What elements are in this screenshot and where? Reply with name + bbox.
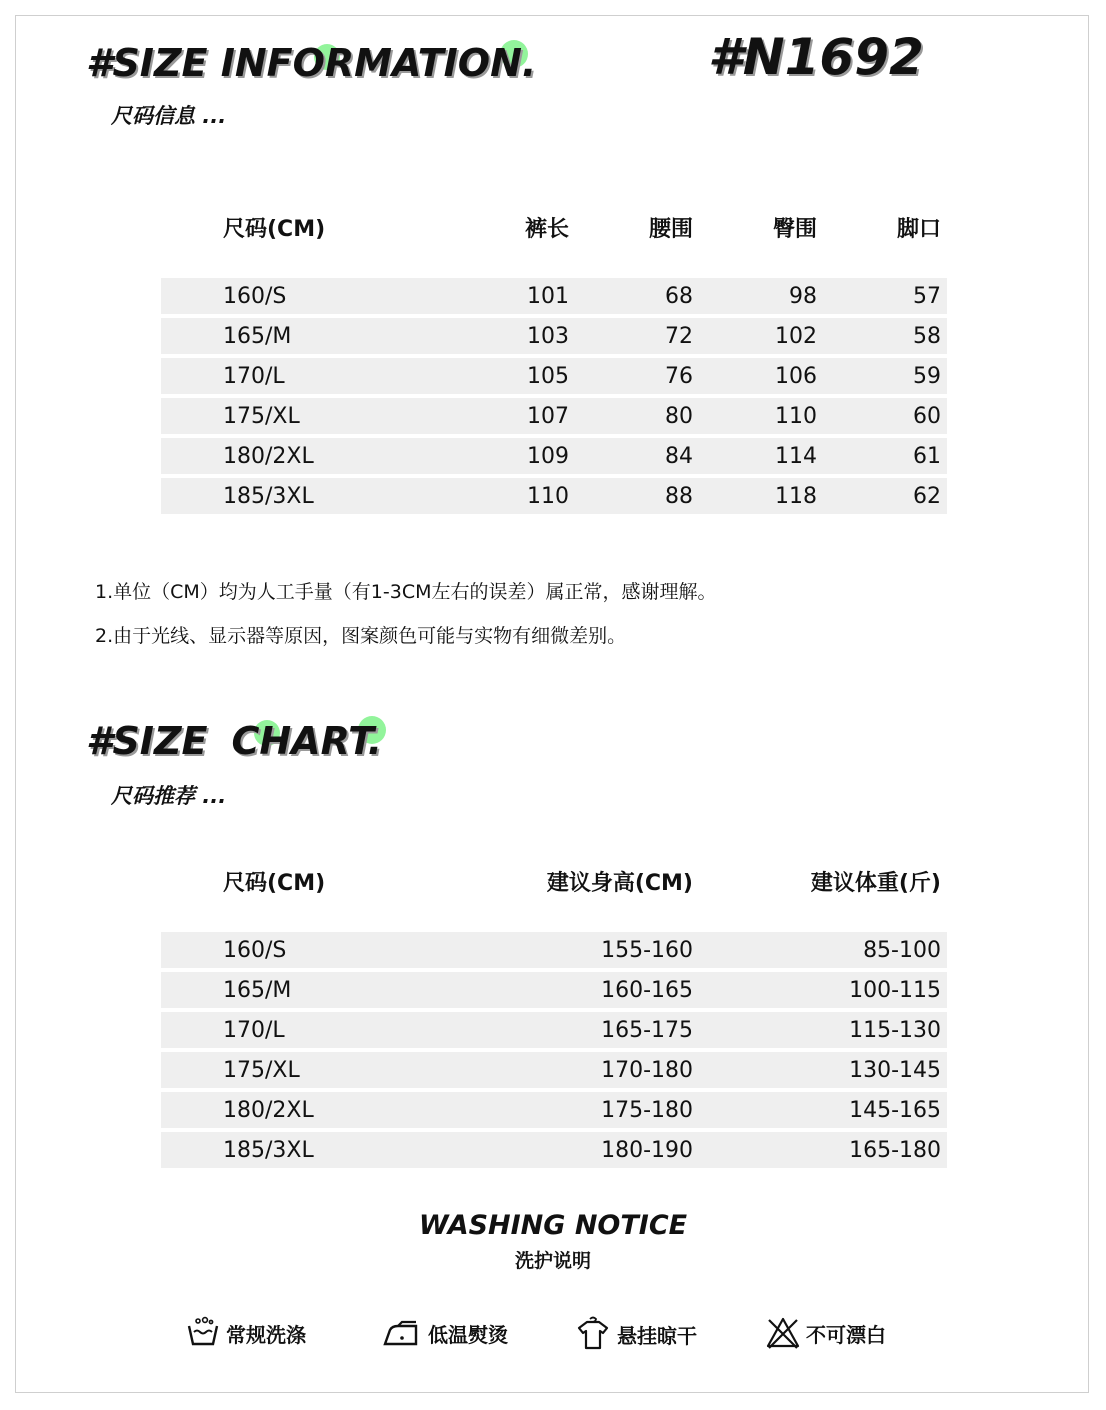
size-chart-title: #SIZE CHART. (86, 719, 383, 763)
care-item-wash (186, 1316, 306, 1350)
hang-dry-icon (575, 1316, 611, 1352)
header-leg-opening: 脚口 (896, 217, 941, 242)
washing-notice-title: WASHING NOTICE (418, 1210, 688, 1241)
care-item-iron (382, 1316, 508, 1350)
wash-tub-icon (186, 1316, 220, 1350)
table-row (161, 932, 947, 968)
cell-size: 185/3XL (223, 1138, 314, 1163)
size-chart-subtitle: 尺码推荐 ... (111, 784, 227, 808)
cell-leg-opening: 61 (913, 444, 941, 469)
cell-waist: 80 (665, 404, 693, 429)
note-item: 2.由于光线、显示器等原因，图案颜色可能与实物有细微差别。 (95, 625, 627, 647)
size-chart-table (161, 864, 947, 1172)
cell-size: 180/2XL (223, 1098, 314, 1123)
cell-waist: 76 (665, 364, 693, 389)
cell-weight: 130-145 (849, 1058, 941, 1083)
care-label: 不可漂白 (806, 1322, 886, 1347)
header-size: 尺码(CM) (223, 217, 326, 242)
table-row (161, 1012, 947, 1048)
cell-height: 175-180 (601, 1098, 693, 1123)
cell-length: 103 (527, 324, 569, 349)
cell-leg-opening: 59 (913, 364, 941, 389)
table-row (161, 358, 947, 394)
table-header (161, 210, 947, 250)
header-size: 尺码(CM) (223, 871, 326, 896)
cell-length: 105 (527, 364, 569, 389)
cell-length: 101 (527, 284, 569, 309)
cell-waist: 68 (665, 284, 693, 309)
cell-height: 160-165 (601, 978, 693, 1003)
product-code: #N1692 (708, 28, 924, 86)
cell-size: 170/L (223, 364, 285, 389)
cell-height: 165-175 (601, 1018, 693, 1043)
cell-hip: 110 (775, 404, 817, 429)
note-item: 1.单位（CM）均为人工手量（有1-3CM左右的误差）属正常，感谢理解。 (95, 581, 717, 603)
table-header (161, 864, 947, 904)
cell-hip: 102 (775, 324, 817, 349)
care-label: 低温熨烫 (428, 1322, 508, 1347)
table-row (161, 1052, 947, 1088)
size-information-subtitle: 尺码信息 ... (111, 104, 227, 128)
table-row (161, 278, 947, 314)
table-row (161, 398, 947, 434)
table-row (161, 438, 947, 474)
header-hip: 臀围 (772, 217, 817, 242)
table-row (161, 972, 947, 1008)
cell-size: 165/M (223, 978, 292, 1003)
cell-hip: 98 (789, 284, 817, 309)
cell-size: 185/3XL (223, 484, 314, 509)
cell-waist: 72 (665, 324, 693, 349)
cell-length: 109 (527, 444, 569, 469)
no-bleach-icon (766, 1316, 800, 1350)
care-label: 悬挂晾干 (617, 1323, 697, 1348)
cell-leg-opening: 58 (913, 324, 941, 349)
cell-leg-opening: 60 (913, 404, 941, 429)
washing-notice-subtitle: 洗护说明 (514, 1250, 591, 1272)
cell-hip: 118 (775, 484, 817, 509)
table-row (161, 1092, 947, 1128)
size-information-table (161, 210, 947, 518)
cell-length: 110 (527, 484, 569, 509)
care-item-no-bleach (766, 1316, 886, 1350)
cell-weight: 165-180 (849, 1138, 941, 1163)
cell-weight: 145-165 (849, 1098, 941, 1123)
header-length: 裤长 (524, 217, 569, 242)
cell-size: 175/XL (223, 404, 300, 429)
header-height: 建议身高(CM) (546, 871, 693, 896)
cell-waist: 84 (665, 444, 693, 469)
cell-size: 160/S (223, 938, 287, 963)
table-row (161, 478, 947, 514)
measurement-notes (95, 570, 716, 658)
cell-size: 175/XL (223, 1058, 300, 1083)
cell-height: 180-190 (601, 1138, 693, 1163)
size-information-title: #SIZE INFORMATION. (86, 41, 537, 85)
cell-weight: 115-130 (849, 1018, 941, 1043)
care-label: 常规洗涤 (226, 1322, 306, 1347)
cell-height: 155-160 (601, 938, 693, 963)
cell-size: 160/S (223, 284, 287, 309)
cell-size: 180/2XL (223, 444, 314, 469)
cell-waist: 88 (665, 484, 693, 509)
cell-size: 165/M (223, 324, 292, 349)
cell-length: 107 (527, 404, 569, 429)
header-waist: 腰围 (648, 217, 693, 242)
cell-weight: 100-115 (849, 978, 941, 1003)
cell-weight: 85-100 (863, 938, 941, 963)
cell-hip: 114 (775, 444, 817, 469)
cell-leg-opening: 57 (913, 284, 941, 309)
care-item-hang-dry (575, 1316, 697, 1352)
header-weight: 建议体重(斤) (810, 871, 941, 896)
cell-leg-opening: 62 (913, 484, 941, 509)
cell-size: 170/L (223, 1018, 285, 1043)
cell-hip: 106 (775, 364, 817, 389)
iron-icon (382, 1316, 422, 1350)
cell-height: 170-180 (601, 1058, 693, 1083)
table-row (161, 1132, 947, 1168)
table-row (161, 318, 947, 354)
